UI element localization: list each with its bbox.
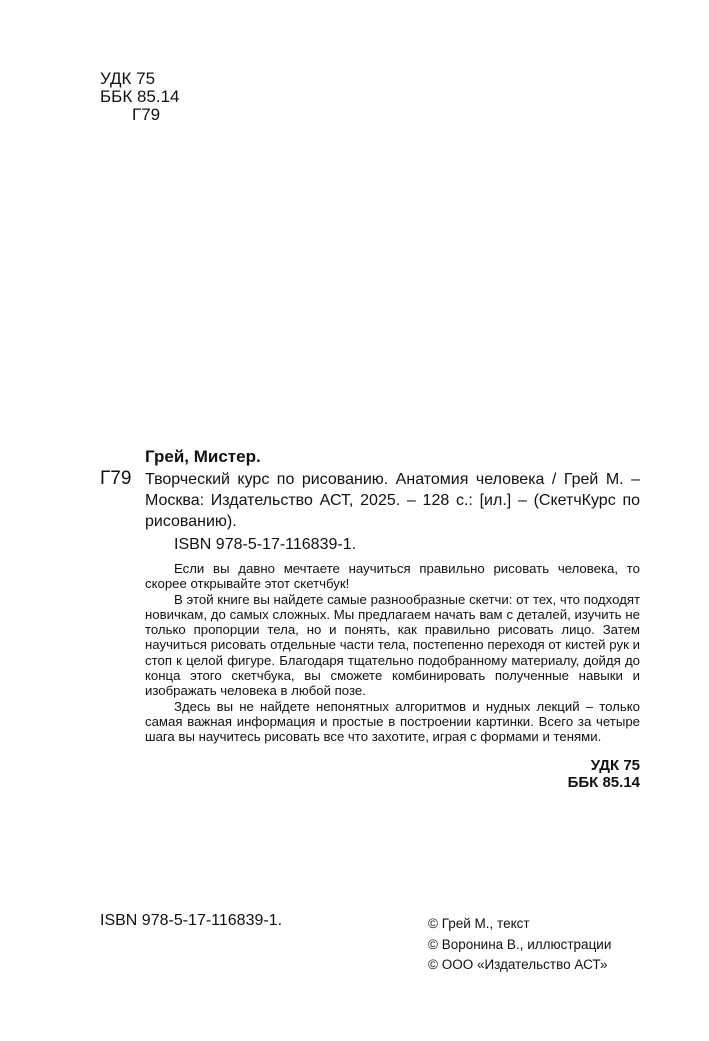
catalog-bbk-code: ББК 85.14 [567,773,640,791]
top-author-mark: Г79 [132,105,161,124]
footer-isbn: ISBN 978-5-17-116839-1. [100,912,283,929]
catalog-isbn: ISBN 978-5-17-116839-1. [174,536,357,553]
top-bbk-code: ББК 85.14 [100,87,180,106]
copyright-line: © ООО «Издательство АСТ» [428,957,608,972]
top-classification-codes [100,70,179,124]
annotation-paragraph: В этой книге вы найдете самые разнообразные скетчи: от тех, что подходят новичкам, до самых сложных. Мы предлагаем начать вам с деталей, изучить не только пропорции тела, но и понять, как правильно рисовать лицо. Затем научиться рисовать отдельные части тела, постепенно переходя от кистей рук и стоп к целой фигуре. Благодаря тщательно подобранному материалу, дойдя до конца этого скетчбука, вы сможете комбинировать полученные навыки и изображать человека в любой позе. [145,591,640,699]
catalog-udk-code: УДК 75 [590,756,640,774]
top-udk-code: УДК 75 [100,69,156,88]
copyright-line: © Грей М., текст [428,916,530,931]
annotation-paragraph: Если вы давно мечтаете научиться правильно рисовать человека, то скорее открывайте этот скетчбук! [145,561,640,592]
copyright-line: © Воронина В., иллюстрации [428,936,612,952]
catalog-author: Грей, Мистер. [145,447,261,466]
catalog-classification [100,757,640,791]
catalog-card [100,447,640,791]
copyright-block [428,914,611,976]
annotation-paragraph: Здесь вы не найдете непонятных алгоритмов и нудных лекций – только самая важная информация и простые в построении картинки. Всего за четыре шага вы научитесь рисовать все что захотите, играя с формами и тенями. [145,698,640,745]
catalog-author-mark: Г79 [100,468,132,489]
catalog-annotation [145,561,640,745]
catalog-entry [100,469,640,532]
catalog-description: Творческий курс по рисованию. Анатомия человека / Грей М. – Москва: Издательство АСТ, 2025. – 128 с.: [ил.] – (СкетчКурс по рисованию). [145,471,640,530]
